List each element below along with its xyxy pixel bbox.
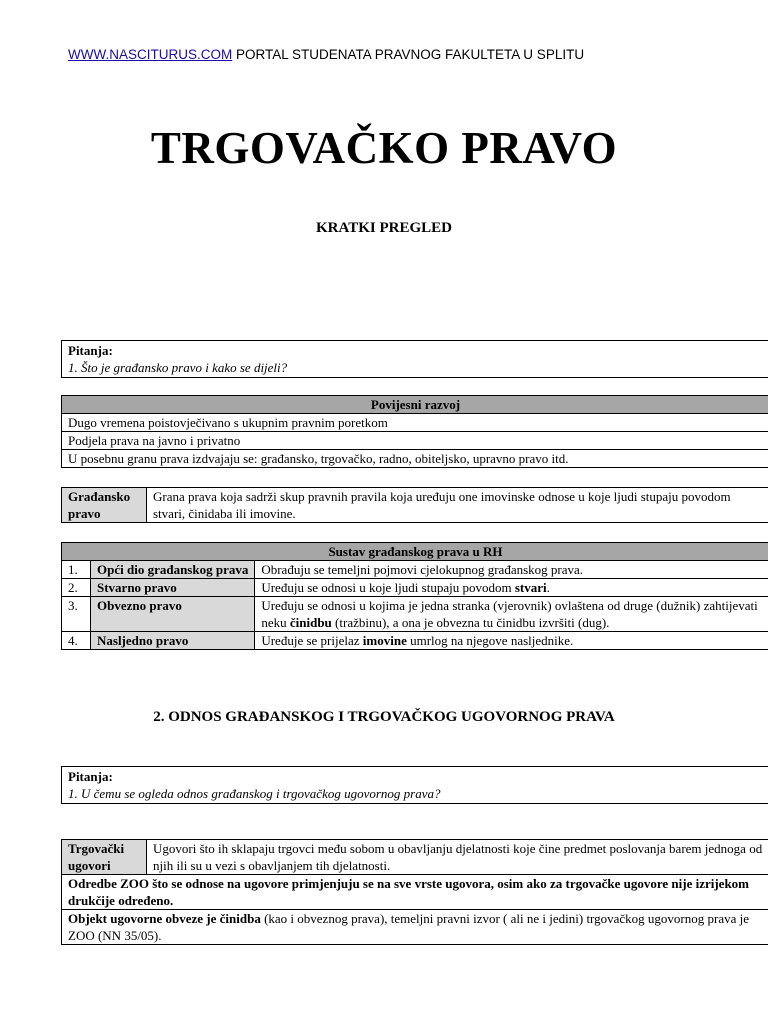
system-row-description — [255, 561, 768, 579]
object-bold: Objekt ugovorne obveze je činidba — [68, 911, 261, 926]
description-segment: imovine — [362, 633, 407, 648]
civil-law-table — [61, 487, 768, 523]
system-row — [62, 597, 768, 632]
history-row: Podjela prava na javno i privatno — [62, 432, 768, 450]
zoo-row: Odredbe ZOO što se odnose na ugovore primjenjuju se na sve vrste ugovora, osim ako za trgovačke ugovore nije izrijekom drukčije određeno. — [62, 875, 768, 910]
system-row-number: 1. — [62, 561, 91, 579]
object-row — [62, 910, 768, 945]
description-segment: Uređuje se prijelaz — [261, 633, 363, 648]
system-row — [62, 579, 768, 597]
document-title: TRGOVAČKO PRAVO — [150, 123, 618, 173]
system-row-description — [255, 597, 768, 632]
contracts-term: Trgovački ugovori — [62, 840, 147, 875]
system-table — [61, 542, 768, 650]
system-row-description — [255, 632, 768, 650]
object-rest: (kao i obveznog prava), temeljni pravni izvor ( ali ne i jedini) trgovačkog ugovornog prava je ZOO (NN 35/05). — [68, 911, 750, 943]
civil-law-definition: Grana prava koja sadrži skup pravnih pravila koja uređuju one imovinske odnose u koje ljudi stupaju povodom stvari, činidaba ili imovine. — [147, 488, 768, 523]
system-row — [62, 632, 768, 650]
system-row-number: 4. — [62, 632, 91, 650]
description-segment: činidbu — [289, 615, 332, 630]
question-label: Pitanja: — [68, 343, 113, 358]
description-segment: Uređuju se odnosi u kojima je jedna stranka (vjerovnik) ovlaštena od druge (dužnik) zahtijevati neku — [261, 598, 758, 630]
description-segment: umrlog na njegove nasljednike. — [406, 633, 574, 648]
civil-law-term: Građansko pravo — [62, 488, 147, 523]
page-header — [68, 47, 584, 62]
history-table — [61, 395, 768, 468]
description-segment: . — [546, 580, 550, 595]
system-row-number: 2. — [62, 579, 91, 597]
history-row: Dugo vremena poistovječivano s ukupnim pravnim poretkom — [62, 414, 768, 432]
system-row-name: Opći dio građanskog prava — [91, 561, 255, 579]
site-link[interactable]: WWW.NASCITURUS.COM — [68, 47, 233, 62]
description-segment: (tražbinu), a ona je obvezna tu činidbu izvršiti (dug). — [331, 615, 610, 630]
question-text: 1. Što je građansko pravo i kako se dijeli? — [68, 360, 288, 375]
question-text: 1. U čemu se ogleda odnos građanskog i trgovačkog ugovornog prava? — [68, 786, 441, 801]
description-segment: Obrađuju se temeljni pojmovi cjelokupnog građanskog prava. — [261, 562, 584, 577]
system-row-name: Stvarno pravo — [91, 579, 255, 597]
question-box-1 — [61, 340, 768, 378]
description-segment: Uređuju se odnosi u koje ljudi stupaju povodom — [261, 580, 515, 595]
history-row: U posebnu granu prava izdvajaju se: građansko, trgovačko, radno, obiteljsko, upravno pravo itd. — [62, 450, 768, 468]
system-row — [62, 561, 768, 579]
question-label: Pitanja: — [68, 769, 113, 784]
system-row-name: Nasljedno pravo — [91, 632, 255, 650]
section-2-heading: 2. ODNOS GRAĐANSKOG I TRGOVAČKOG UGOVORNOG PRAVA — [153, 709, 615, 725]
contracts-definition: Ugovori što ih sklapaju trgovci među sobom u obavljanju djelatnosti koje čine predmet poslovanja barem jednoga od njih ili su u vezi s obavljanjem tih djelatnosti. — [147, 840, 768, 875]
system-row-name: Obvezno pravo — [91, 597, 255, 632]
document-subtitle: KRATKI PREGLED — [316, 220, 452, 236]
system-row-description — [255, 579, 768, 597]
history-heading: Povijesni razvoj — [62, 396, 768, 414]
contracts-table — [61, 839, 768, 945]
header-text: PORTAL STUDENATA PRAVNOG FAKULTETA U SPLITU — [232, 47, 585, 62]
question-box-2 — [61, 766, 768, 804]
system-heading: Sustav građanskog prava u RH — [62, 543, 768, 561]
description-segment: stvari — [514, 580, 547, 595]
system-row-number: 3. — [62, 597, 91, 632]
